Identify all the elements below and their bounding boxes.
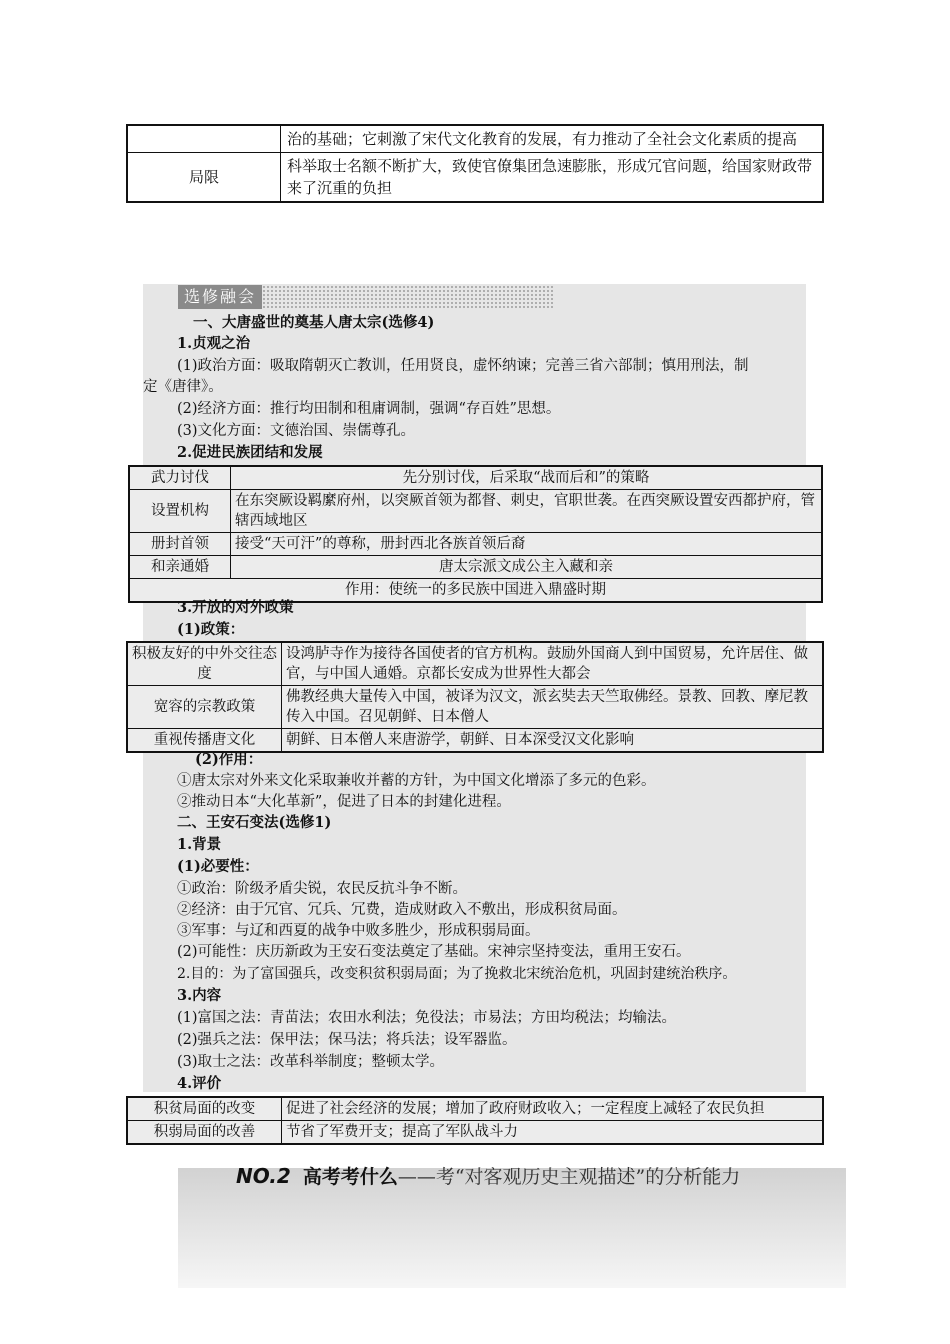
table-cell-label: 重视传播唐文化 <box>127 729 282 753</box>
table-cell-text: 设鸿胪寺作为接待各国使者的官方机构。鼓励外国商人到中国贸易，允许居住、做官，与中国人通婚。京都长安成为世界性大都会 <box>282 642 824 686</box>
subheading: (1)必要性： <box>177 858 259 875</box>
table-cell-label: 积弱局面的改善 <box>127 1121 282 1145</box>
subheading: 3.开放的对外政策 <box>177 599 294 616</box>
paragraph-line: 定《唐律》。 <box>143 379 223 395</box>
table-cell-label: 设置机构 <box>129 490 231 533</box>
paragraph-line: (2)强兵之法：保甲法；保马法；将兵法；设军器监。 <box>177 1032 517 1048</box>
heading-tang-taizong: 一、大唐盛世的奠基人唐太宗(选修4) <box>193 314 435 331</box>
table-row <box>127 642 823 686</box>
table-row <box>127 153 823 203</box>
table-row <box>129 466 822 490</box>
ethnic-policy-table <box>128 465 823 603</box>
foreign-policy-table <box>126 641 824 753</box>
table-cell-text: 唐太宗派文成公主入藏和亲 <box>231 556 823 579</box>
subheading: 1.背景 <box>177 836 222 853</box>
table-row <box>129 490 822 533</box>
table-row <box>127 1097 823 1121</box>
table-cell-label: 积极友好的中外交往态度 <box>127 642 282 686</box>
table-cell-text: 科举取士名额不断扩大，致使官僚集团急速膨胀，形成冗官问题，给国家财政带来了沉重的负担 <box>281 153 824 203</box>
table-cell-text: 促进了社会经济的发展；增加了政府财政收入；一定程度上减轻了农民负担 <box>282 1097 824 1121</box>
top-table <box>126 124 824 203</box>
subheading: (1)政策： <box>177 621 245 638</box>
banner-number: NO.2 <box>236 1164 291 1188</box>
table-row <box>127 1121 823 1145</box>
paragraph-line: ①政治：阶级矛盾尖锐，农民反抗斗争不断。 <box>177 881 467 897</box>
subheading: (2)作用： <box>195 751 263 768</box>
table-cell-label: 和亲通婚 <box>129 556 231 579</box>
table-cell-text: 节省了军费开支；提高了军队战斗力 <box>282 1121 824 1145</box>
table-cell-label: 积贫局面的改变 <box>127 1097 282 1121</box>
table-row <box>127 125 823 153</box>
section-tab-pattern <box>262 285 554 309</box>
table-cell-text: 治的基础；它刺激了宋代文化教育的发展，有力推动了全社会文化素质的提高 <box>281 125 824 153</box>
paragraph-line: ②推动日本“大化革新”，促进了日本的封建化进程。 <box>177 794 511 810</box>
paragraph-line: (2)可能性：庆历新政为王安石变法奠定了基础。宋神宗坚持变法，重用王安石。 <box>177 944 691 960</box>
table-cell-text: 朝鲜、日本僧人来唐游学，朝鲜、日本深受汉文化影响 <box>282 729 824 753</box>
paragraph-line: ②经济：由于冗官、冗兵、冗费，造成财政入不敷出，形成积贫局面。 <box>177 902 627 918</box>
table-cell-text: 接受“天可汗”的尊称，册封西北各族首领后裔 <box>231 533 823 556</box>
subheading: 3.内容 <box>177 987 222 1004</box>
table-row <box>129 533 822 556</box>
subheading: 4.评价 <box>177 1075 222 1092</box>
table-cell-label: 宽容的宗教政策 <box>127 686 282 729</box>
subheading: 1.贞观之治 <box>177 335 251 352</box>
banner-title <box>178 1163 846 1190</box>
paragraph-line: (3)取士之法：改革科举制度；整顿太学。 <box>177 1054 445 1070</box>
paragraph-line: (1)政治方面：吸取隋朝灭亡教训，任用贤良，虚怀纳谏；完善三省六部制；慎用刑法，制 <box>177 358 749 374</box>
paragraph-line: ③军事：与辽和西夏的战争中败多胜少，形成积弱局面。 <box>177 923 540 939</box>
section-tab-label: 选修融会 <box>178 285 262 309</box>
banner-heading: 高考考什么 <box>302 1166 398 1188</box>
paragraph-line: (1)富国之法：青苗法；农田水利法；免役法；市易法；方田均税法；均输法。 <box>177 1010 677 1026</box>
evaluation-table <box>126 1096 824 1145</box>
table-cell-text: 在东突厥设羁縻府州，以突厥首领为都督、刺史，官职世袭。在西突厥设置安西都护府，管辖西域地区 <box>231 490 823 533</box>
banner-subheading: ——考“对客观历史主观描述”的分析能力 <box>397 1166 741 1188</box>
table-cell-label <box>127 125 281 153</box>
paragraph-line: ①唐太宗对外来文化采取兼收并蓄的方针，为中国文化增添了多元的色彩。 <box>177 773 656 789</box>
paragraph-line: (3)文化方面：文德治国、崇儒尊孔。 <box>177 423 416 439</box>
table-cell-label: 册封首领 <box>129 533 231 556</box>
table-cell-text: 先分别讨伐，后采取“战而后和”的策略 <box>231 466 823 490</box>
subheading: 2.促进民族团结和发展 <box>177 444 323 461</box>
paragraph-line: 2.目的：为了富国强兵，改变积贫积弱局面；为了挽救北宋统治危机，巩固封建统治秩序。 <box>177 966 737 982</box>
heading-wang-anshi: 二、王安石变法(选修1) <box>177 814 332 831</box>
paragraph-line: (2)经济方面：推行均田制和租庸调制，强调“存百姓”思想。 <box>177 401 561 417</box>
table-row <box>127 686 823 729</box>
table-row <box>127 729 823 753</box>
table-cell-label: 局限 <box>127 153 281 203</box>
table-cell-label: 武力讨伐 <box>129 466 231 490</box>
table-row <box>129 556 822 579</box>
table-cell-effect: 作用：使统一的多民族中国进入鼎盛时期 <box>129 579 822 603</box>
table-cell-text: 佛教经典大量传入中国，被译为汉文，派玄奘去天竺取佛经。景教、回教、摩尼教传入中国。召见朝鲜、日本僧人 <box>282 686 824 729</box>
